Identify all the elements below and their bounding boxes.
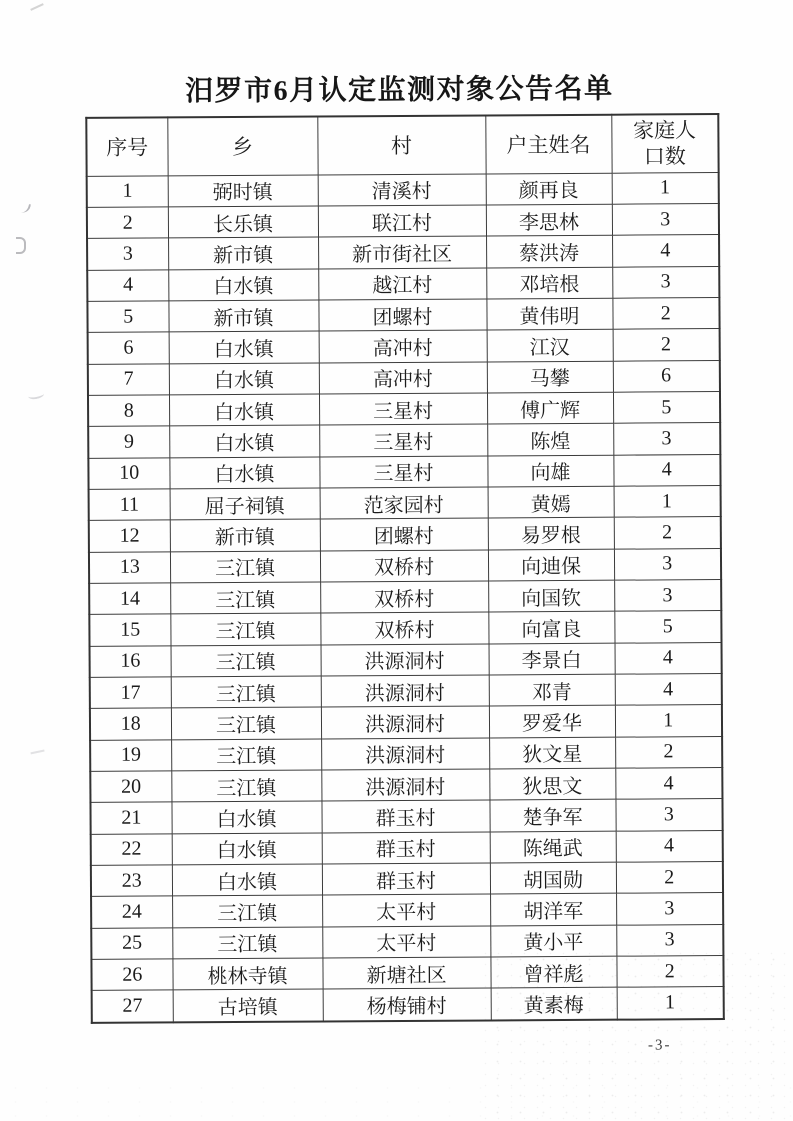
cell-township: 三江镇: [170, 582, 320, 614]
cell-family-size: 5: [614, 611, 721, 643]
cell-township: 三江镇: [171, 770, 321, 802]
cell-serial-number: 19: [90, 740, 171, 772]
column-header-label: 序号: [106, 135, 149, 161]
cell-township: 三江镇: [171, 645, 321, 677]
cell-village: 高冲村: [319, 330, 487, 362]
table-row: [87, 266, 719, 301]
cell-township: 桃林寺镇: [172, 958, 322, 990]
cell-householder-name: 蔡洪涛: [486, 235, 612, 267]
cell-village: 新塘社区: [322, 957, 490, 989]
cell-village: 太平村: [322, 894, 490, 926]
cell-village: 团螺村: [318, 299, 486, 331]
cell-village: 群玉村: [322, 832, 490, 864]
table-row: [90, 642, 722, 677]
table-row: [91, 862, 723, 897]
table-row: [88, 454, 720, 489]
table-row: [90, 705, 722, 740]
cell-township: 白水镇: [169, 331, 319, 363]
cell-householder-name: 向国钦: [488, 580, 614, 612]
cell-serial-number: 7: [88, 363, 169, 395]
cell-village: 洪源洞村: [321, 769, 489, 801]
page-number: -3-: [647, 1037, 672, 1054]
cell-serial-number: 12: [89, 520, 170, 552]
cell-village: 三星村: [319, 424, 487, 456]
cell-township: 白水镇: [169, 363, 319, 395]
cell-village: 联江村: [318, 205, 486, 237]
cell-householder-name: 向富良: [488, 612, 614, 644]
cell-householder-name: 黄素梅: [491, 988, 617, 1021]
cell-township: 屈子祠镇: [170, 488, 320, 520]
table-row: [88, 329, 720, 364]
cell-family-size: 4: [615, 768, 722, 800]
cell-householder-name: 黄小平: [490, 925, 616, 957]
cell-family-size: 3: [614, 580, 721, 612]
table-row: [89, 485, 721, 520]
cell-householder-name: 傅广辉: [487, 392, 613, 424]
cell-village: 群玉村: [321, 800, 489, 832]
table-row: [90, 736, 722, 771]
cell-township: 三江镇: [170, 613, 320, 645]
table-row: [88, 391, 720, 426]
cell-village: 范家园村: [320, 487, 488, 519]
cell-township: 白水镇: [172, 864, 322, 896]
cell-householder-name: 江汉: [487, 329, 613, 361]
cell-township: 三江镇: [170, 551, 320, 583]
cell-householder-name: 李思林: [486, 204, 612, 236]
cell-serial-number: 9: [88, 426, 169, 458]
cell-village: 双桥村: [320, 581, 488, 613]
column-header-serial-number: [86, 117, 167, 175]
column-header-township: [167, 116, 317, 175]
cell-serial-number: 22: [91, 834, 172, 866]
cell-village: 太平村: [322, 926, 490, 958]
column-header-householder-name: [485, 115, 611, 174]
cell-township: 古培镇: [173, 989, 323, 1022]
table-row: [90, 674, 722, 709]
column-header-village: [317, 115, 485, 174]
cell-village: 洪源洞村: [321, 706, 489, 738]
cell-householder-name: 曾祥彪: [490, 956, 616, 988]
column-header-label: 家庭人口数: [633, 118, 697, 169]
cell-serial-number: 2: [87, 207, 168, 239]
cell-serial-number: 13: [89, 552, 170, 584]
cell-family-size: 1: [614, 485, 721, 517]
cell-serial-number: 4: [87, 269, 168, 301]
cell-township: 新市镇: [168, 237, 318, 269]
cell-village: 双桥村: [320, 612, 488, 644]
cell-township: 新市镇: [170, 519, 320, 551]
monitoring-roster-table: [85, 113, 725, 1024]
cell-family-size: 4: [616, 830, 723, 862]
cell-householder-name: 颜再良: [486, 173, 612, 205]
cell-village: 三星村: [319, 456, 487, 488]
cell-family-size: 3: [613, 423, 720, 455]
cell-householder-name: 马攀: [487, 361, 613, 393]
column-header-label: 户主姓名: [506, 133, 591, 158]
cell-family-size: 6: [613, 360, 720, 392]
table-row: [89, 611, 721, 646]
table-row: [89, 548, 721, 583]
cell-township: 三江镇: [171, 739, 321, 771]
cell-serial-number: 18: [90, 708, 171, 740]
cell-village: 新市街社区: [318, 236, 486, 268]
cell-township: 三江镇: [172, 927, 322, 959]
cell-family-size: 3: [616, 893, 723, 925]
cell-householder-name: 易罗根: [488, 517, 614, 549]
cell-township: 白水镇: [172, 833, 322, 865]
table-row: [91, 830, 723, 865]
cell-family-size: 1: [617, 987, 724, 1020]
cell-householder-name: 陈绳武: [490, 831, 616, 863]
cell-village: 洪源洞村: [321, 675, 489, 707]
cell-serial-number: 25: [91, 928, 172, 960]
cell-family-size: 3: [612, 203, 719, 235]
cell-serial-number: 3: [87, 238, 168, 270]
cell-village: 三星村: [319, 393, 487, 425]
table-row: [88, 360, 720, 395]
cell-township: 白水镇: [169, 425, 319, 457]
cell-serial-number: 24: [91, 896, 172, 928]
cell-family-size: 2: [612, 297, 719, 329]
cell-village: 越江村: [318, 267, 486, 299]
cell-township: 白水镇: [171, 801, 321, 833]
cell-village: 团螺村: [320, 518, 488, 550]
cell-householder-name: 向雄: [487, 455, 613, 487]
cell-serial-number: 6: [88, 332, 169, 364]
cell-serial-number: 14: [89, 583, 170, 615]
cell-family-size: 3: [612, 266, 719, 298]
cell-family-size: 3: [615, 799, 722, 831]
cell-householder-name: 黄伟明: [486, 298, 612, 330]
cell-serial-number: 10: [88, 458, 169, 490]
cell-householder-name: 陈煌: [487, 423, 613, 455]
cell-township: 白水镇: [168, 269, 318, 301]
table-row: [88, 423, 720, 458]
cell-serial-number: 1: [87, 175, 168, 207]
cell-householder-name: 狄文星: [489, 737, 615, 769]
cell-householder-name: 楚争军: [489, 800, 615, 832]
cell-householder-name: 向迪保: [488, 549, 614, 581]
column-header-label: 乡: [231, 135, 254, 160]
cell-serial-number: 16: [90, 646, 171, 678]
cell-township: 新市镇: [168, 300, 318, 332]
cell-village: 群玉村: [322, 863, 490, 895]
cell-family-size: 3: [614, 548, 721, 580]
table-row: [87, 172, 719, 207]
cell-serial-number: 27: [92, 990, 173, 1023]
cell-householder-name: 罗爱华: [489, 706, 615, 738]
cell-serial-number: 23: [91, 865, 172, 897]
cell-serial-number: 8: [88, 395, 169, 427]
cell-township: 长乐镇: [168, 206, 318, 238]
cell-householder-name: 李景白: [489, 643, 615, 675]
cell-family-size: 4: [615, 674, 722, 706]
table-row: [87, 203, 719, 238]
cell-serial-number: 15: [89, 614, 170, 646]
header-row: [86, 114, 718, 176]
cell-family-size: 2: [613, 329, 720, 361]
cell-serial-number: 26: [91, 959, 172, 991]
cell-householder-name: 邓青: [489, 674, 615, 706]
cell-village: 洪源洞村: [321, 644, 489, 676]
cell-householder-name: 胡洋军: [490, 894, 616, 926]
cell-family-size: 4: [613, 454, 720, 486]
cell-family-size: 4: [615, 642, 722, 674]
cell-serial-number: 21: [90, 802, 171, 834]
cell-family-size: 1: [612, 172, 719, 204]
cell-family-size: 5: [613, 391, 720, 423]
cell-serial-number: 17: [90, 677, 171, 709]
column-header-family-size: [611, 114, 718, 173]
cell-householder-name: 胡国勋: [490, 862, 616, 894]
cell-family-size: 3: [616, 924, 723, 956]
cell-serial-number: 11: [89, 489, 170, 521]
cell-family-size: 4: [612, 235, 719, 267]
cell-village: 清溪村: [318, 173, 486, 205]
cell-village: 杨梅铺村: [323, 988, 491, 1021]
cell-family-size: 1: [615, 705, 722, 737]
cell-householder-name: 邓培根: [486, 267, 612, 299]
cell-family-size: 2: [616, 862, 723, 894]
table-row: [90, 799, 722, 834]
cell-township: 三江镇: [171, 676, 321, 708]
cell-township: 白水镇: [169, 394, 319, 426]
table-row: [89, 517, 721, 552]
cell-village: 双桥村: [320, 550, 488, 582]
cell-serial-number: 20: [90, 771, 171, 803]
cell-householder-name: 黄嫣: [488, 486, 614, 518]
cell-family-size: 2: [614, 517, 721, 549]
table-row: [91, 924, 723, 959]
table-row: [91, 893, 723, 928]
cell-family-size: 2: [615, 736, 722, 768]
cell-village: 洪源洞村: [321, 738, 489, 770]
cell-township: 弼时镇: [168, 174, 318, 206]
cell-householder-name: 狄思文: [489, 768, 615, 800]
table-row: [89, 580, 721, 615]
cell-village: 高冲村: [319, 362, 487, 394]
table-row: [90, 768, 722, 803]
cell-serial-number: 5: [87, 301, 168, 333]
cell-township: 三江镇: [172, 895, 322, 927]
table-row: [87, 235, 719, 270]
column-header-label: 村: [390, 134, 413, 159]
cell-family-size: 2: [616, 956, 723, 988]
table-row: [92, 987, 724, 1023]
page-title: 汨罗市6月认定监测对象公告名单: [185, 73, 614, 108]
cell-township: 三江镇: [171, 707, 321, 739]
table-row: [87, 297, 719, 332]
table-row: [91, 956, 723, 991]
cell-township: 白水镇: [169, 457, 319, 489]
